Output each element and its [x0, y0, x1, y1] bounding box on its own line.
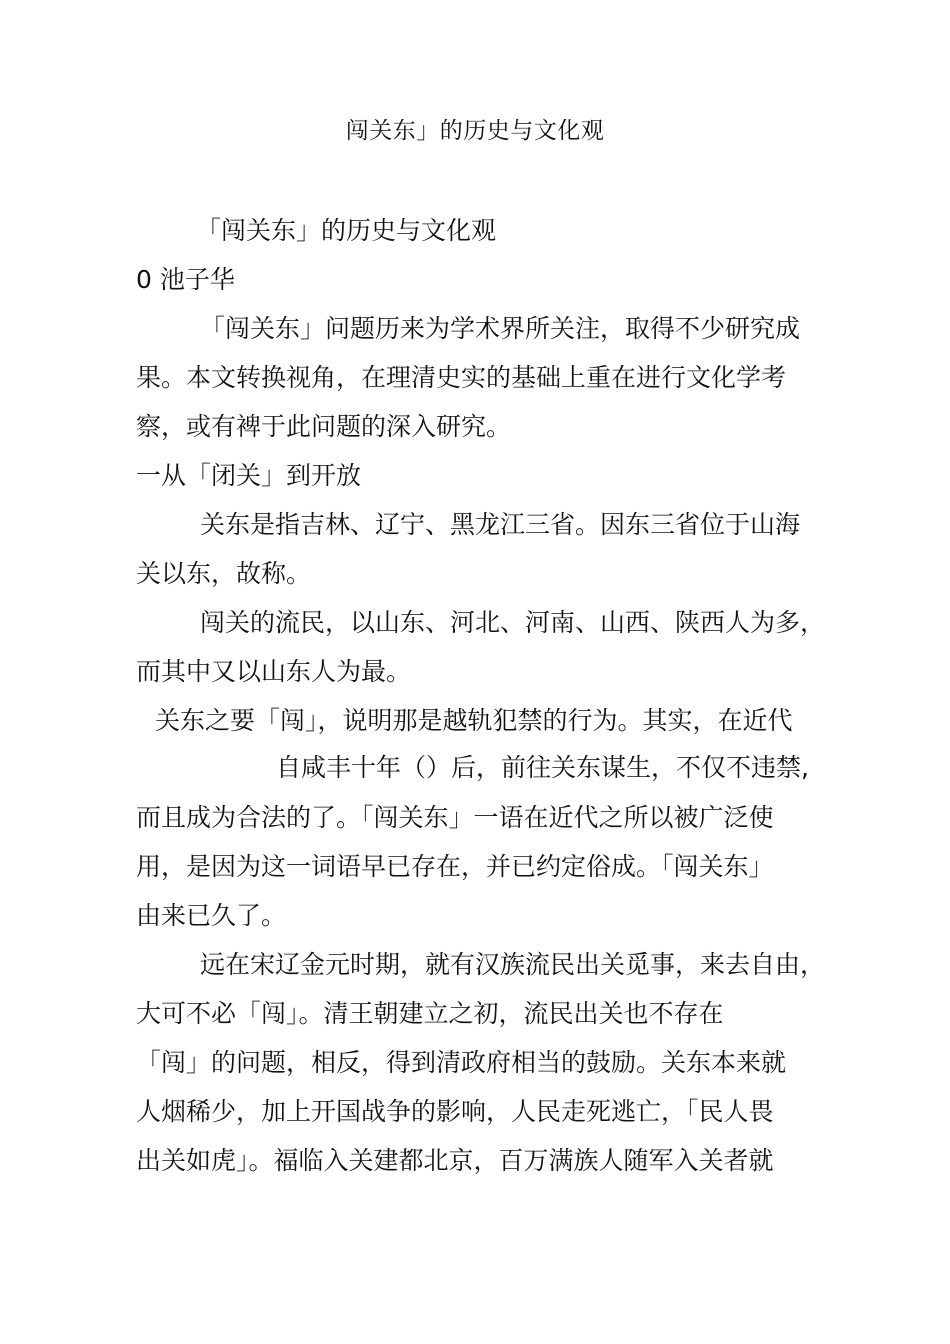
text-line: 关东是指吉林、辽宁、黑龙江三省。因东三省位于山海	[200, 510, 801, 539]
text-line: 用，是因为这一词语早已存在，并已约定俗成。「闯关东」	[136, 852, 774, 881]
text-line: 闯关的流民，以山东、河北、河南、山西、陕西人为多，	[200, 608, 826, 637]
text-line: 关东之要「闯」，说明那是越轨犯禁的行为。其实，在近代	[155, 706, 793, 735]
text-line: 「闯」的问题，相反，得到清政府相当的鼓励。关东本来就	[136, 1048, 787, 1077]
text-line: 而其中又以山东人为最。	[136, 657, 412, 686]
text-line: 关以东，故称。	[136, 559, 312, 588]
text-line: 人烟稀少，加上开国战争的影响，人民走死逃亡，「民人畏	[136, 1097, 774, 1126]
text-line: 大可不必「闯」。清王朝建立之初，流民出关也不存在	[136, 999, 724, 1028]
section-heading: 一从「闭关」到开放	[136, 461, 362, 490]
text-line: 果。本文转换视角，在理清史实的基础上重在进行文化学考	[136, 363, 787, 392]
article-author: 0 池子华	[136, 265, 235, 294]
article-title: 「闯关东」的历史与文化观	[196, 216, 497, 245]
text-line: 自咸丰十年（）后，前往关东谋生，不仅不违禁,	[276, 753, 809, 782]
text-line: 察，或有裨于此问题的深入研究。	[136, 412, 512, 441]
text-line: 出关如虎」。福临入关建都北京，百万满族人随军入关者就	[136, 1146, 774, 1175]
page-header-title: 闯关东」的历史与文化观	[345, 118, 605, 144]
text-line: 由来已久了。	[136, 901, 287, 930]
text-line: 而且成为合法的了。「闯关东」一语在近代之所以被广泛使	[136, 803, 774, 832]
text-line: 远在宋辽金元时期，就有汉族流民出关觅事，来去自由，	[200, 950, 826, 979]
text-line: 「闯关东」问题历来为学术界所关注，取得不少研究成	[200, 314, 801, 343]
